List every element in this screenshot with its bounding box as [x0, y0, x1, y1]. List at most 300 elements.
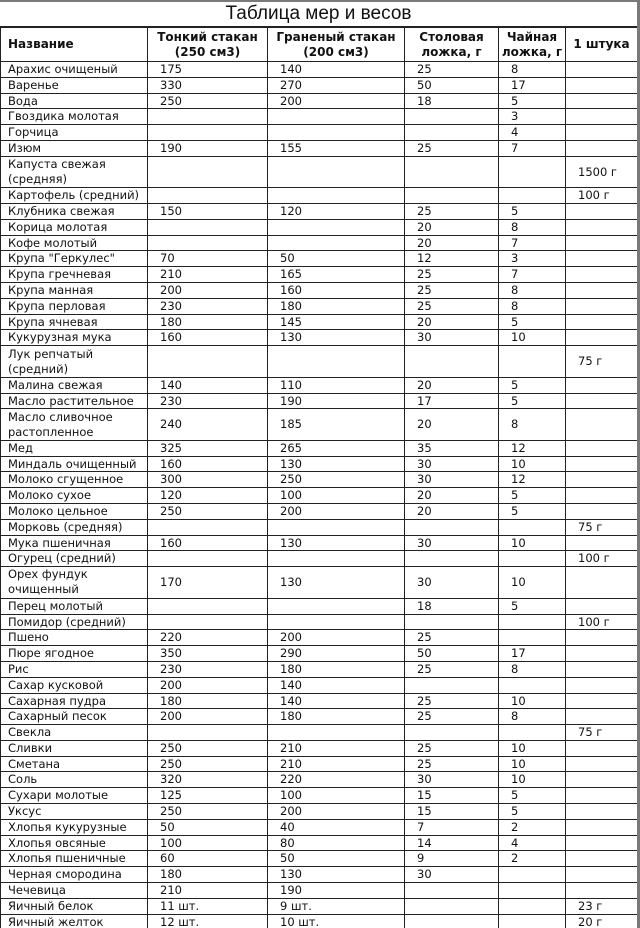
cell-tablespoon: 20: [405, 377, 499, 393]
cell-tablespoon: 25: [405, 740, 499, 756]
cell-piece: [566, 851, 638, 867]
table-row: [1, 504, 638, 520]
cell-faceted-glass: 140: [268, 677, 405, 693]
table-row: [1, 740, 638, 756]
table-row: [1, 188, 638, 204]
cell-name: Мука пшеничная: [1, 535, 148, 551]
cell-faceted-glass: [268, 346, 405, 378]
cell-name: Корица молотая: [1, 219, 148, 235]
header-teaspoon-line2: ложка, г: [501, 44, 563, 59]
cell-thin-glass: 50: [148, 819, 268, 835]
cell-name: Сахарный песок: [1, 709, 148, 725]
cell-faceted-glass: 200: [268, 804, 405, 820]
cell-faceted-glass: 200: [268, 630, 405, 646]
cell-piece: 75 г: [566, 346, 638, 378]
cell-name: Сметана: [1, 756, 148, 772]
table-row: [1, 456, 638, 472]
cell-teaspoon: 8: [499, 661, 566, 677]
cell-thin-glass: 210: [148, 883, 268, 899]
cell-piece: [566, 709, 638, 725]
cell-piece: [566, 472, 638, 488]
cell-thin-glass: [148, 551, 268, 567]
cell-faceted-glass: 9 шт.: [268, 898, 405, 914]
cell-teaspoon: 5: [499, 488, 566, 504]
cell-name: Клубника свежая: [1, 204, 148, 220]
table-row: [1, 346, 638, 378]
cell-piece: [566, 677, 638, 693]
cell-name: Соль: [1, 772, 148, 788]
cell-name: Крупа ячневая: [1, 314, 148, 330]
cell-faceted-glass: 210: [268, 756, 405, 772]
header-name: Название: [1, 28, 148, 62]
cell-piece: [566, 804, 638, 820]
cell-name: Кофе молотый: [1, 235, 148, 251]
cell-piece: 100 г: [566, 188, 638, 204]
cell-tablespoon: 17: [405, 393, 499, 409]
cell-faceted-glass: 155: [268, 140, 405, 156]
cell-faceted-glass: 80: [268, 835, 405, 851]
table-row: [1, 314, 638, 330]
cell-name: Сахар кусковой: [1, 677, 148, 693]
table-row: [1, 867, 638, 883]
table-row: [1, 204, 638, 220]
cell-faceted-glass: 180: [268, 709, 405, 725]
cell-name: Изюм: [1, 140, 148, 156]
cell-faceted-glass: 190: [268, 393, 405, 409]
cell-teaspoon: 8: [499, 709, 566, 725]
cell-tablespoon: 14: [405, 835, 499, 851]
cell-name: Морковь (средняя): [1, 519, 148, 535]
page-title: Таблица мер и весов: [0, 2, 637, 27]
measures-table: [0, 27, 637, 928]
cell-thin-glass: 220: [148, 630, 268, 646]
cell-name: Сухари молотые: [1, 788, 148, 804]
table-row: [1, 125, 638, 141]
table-row: [1, 614, 638, 630]
table-row: [1, 883, 638, 899]
cell-name: Хлопья пшеничные: [1, 851, 148, 867]
cell-thin-glass: [148, 346, 268, 378]
cell-teaspoon: 10: [499, 456, 566, 472]
cell-thin-glass: 250: [148, 804, 268, 820]
cell-thin-glass: [148, 188, 268, 204]
table-row: [1, 804, 638, 820]
cell-faceted-glass: 210: [268, 740, 405, 756]
cell-thin-glass: [148, 235, 268, 251]
cell-tablespoon: 25: [405, 62, 499, 78]
cell-piece: [566, 393, 638, 409]
cell-teaspoon: 17: [499, 77, 566, 93]
cell-faceted-glass: [268, 125, 405, 141]
cell-faceted-glass: 250: [268, 472, 405, 488]
cell-name: Чечевица: [1, 883, 148, 899]
cell-faceted-glass: 265: [268, 440, 405, 456]
cell-teaspoon: 5: [499, 314, 566, 330]
cell-thin-glass: 240: [148, 409, 268, 441]
cell-tablespoon: 25: [405, 283, 499, 299]
cell-name: Молоко сухое: [1, 488, 148, 504]
cell-tablespoon: [405, 125, 499, 141]
table-row: [1, 109, 638, 125]
cell-teaspoon: [499, 614, 566, 630]
cell-teaspoon: 7: [499, 235, 566, 251]
cell-teaspoon: 4: [499, 125, 566, 141]
cell-thin-glass: 210: [148, 267, 268, 283]
cell-thin-glass: 180: [148, 314, 268, 330]
table-row: [1, 788, 638, 804]
cell-name: Варенье: [1, 77, 148, 93]
cell-faceted-glass: 220: [268, 772, 405, 788]
table-row: [1, 677, 638, 693]
cell-teaspoon: 10: [499, 330, 566, 346]
cell-piece: [566, 598, 638, 614]
cell-tablespoon: 25: [405, 298, 499, 314]
table-row: [1, 914, 638, 928]
table-row: [1, 140, 638, 156]
cell-tablespoon: 20: [405, 504, 499, 520]
cell-teaspoon: 10: [499, 772, 566, 788]
cell-faceted-glass: 120: [268, 204, 405, 220]
cell-teaspoon: [499, 898, 566, 914]
cell-faceted-glass: 130: [268, 567, 405, 599]
cell-thin-glass: 100: [148, 835, 268, 851]
table-row: [1, 646, 638, 662]
cell-faceted-glass: [268, 519, 405, 535]
cell-teaspoon: [499, 867, 566, 883]
cell-teaspoon: 12: [499, 472, 566, 488]
cell-thin-glass: 180: [148, 867, 268, 883]
cell-faceted-glass: [268, 725, 405, 741]
cell-teaspoon: 5: [499, 598, 566, 614]
cell-faceted-glass: 40: [268, 819, 405, 835]
cell-piece: [566, 377, 638, 393]
cell-tablespoon: 30: [405, 535, 499, 551]
cell-faceted-glass: 10 шт.: [268, 914, 405, 928]
cell-teaspoon: 2: [499, 851, 566, 867]
cell-faceted-glass: 110: [268, 377, 405, 393]
table-row: [1, 235, 638, 251]
measures-sheet: [0, 2, 637, 928]
cell-name: Крупа манная: [1, 283, 148, 299]
cell-teaspoon: 10: [499, 567, 566, 599]
cell-piece: [566, 77, 638, 93]
cell-teaspoon: 7: [499, 140, 566, 156]
cell-piece: [566, 109, 638, 125]
cell-piece: [566, 788, 638, 804]
cell-faceted-glass: 185: [268, 409, 405, 441]
cell-thin-glass: 200: [148, 709, 268, 725]
cell-name: Свекла: [1, 725, 148, 741]
cell-piece: [566, 488, 638, 504]
cell-tablespoon: 12: [405, 251, 499, 267]
cell-tablespoon: 20: [405, 488, 499, 504]
cell-name: Сахарная пудра: [1, 693, 148, 709]
table-row: [1, 62, 638, 78]
cell-thin-glass: 300: [148, 472, 268, 488]
cell-piece: [566, 819, 638, 835]
cell-teaspoon: 2: [499, 819, 566, 835]
cell-tablespoon: [405, 188, 499, 204]
cell-teaspoon: [499, 677, 566, 693]
cell-teaspoon: 5: [499, 393, 566, 409]
table-row: [1, 77, 638, 93]
cell-name: Лук репчатый (средний): [1, 346, 148, 378]
cell-tablespoon: [405, 677, 499, 693]
cell-name: Огурец (средний): [1, 551, 148, 567]
header-teaspoon: [499, 28, 566, 62]
cell-teaspoon: 5: [499, 204, 566, 220]
cell-piece: 100 г: [566, 551, 638, 567]
cell-teaspoon: 12: [499, 440, 566, 456]
cell-thin-glass: 230: [148, 661, 268, 677]
table-row: [1, 488, 638, 504]
cell-piece: [566, 298, 638, 314]
cell-name: Картофель (средний): [1, 188, 148, 204]
cell-faceted-glass: 100: [268, 788, 405, 804]
table-row: [1, 598, 638, 614]
cell-name: Уксус: [1, 804, 148, 820]
cell-thin-glass: 250: [148, 504, 268, 520]
cell-tablespoon: 25: [405, 204, 499, 220]
cell-teaspoon: 5: [499, 93, 566, 109]
cell-tablespoon: 25: [405, 756, 499, 772]
cell-name: Гвоздика молотая: [1, 109, 148, 125]
cell-teaspoon: 10: [499, 756, 566, 772]
cell-thin-glass: 320: [148, 772, 268, 788]
cell-teaspoon: [499, 346, 566, 378]
cell-tablespoon: 35: [405, 440, 499, 456]
cell-thin-glass: [148, 614, 268, 630]
cell-name: Масло сливочное растопленное: [1, 409, 148, 441]
cell-piece: [566, 204, 638, 220]
cell-teaspoon: 5: [499, 788, 566, 804]
cell-teaspoon: 8: [499, 298, 566, 314]
table-body: [1, 62, 638, 928]
cell-name: Вода: [1, 93, 148, 109]
table-row: [1, 725, 638, 741]
cell-name: Хлопья кукурузные: [1, 819, 148, 835]
cell-piece: 75 г: [566, 725, 638, 741]
cell-thin-glass: 140: [148, 377, 268, 393]
cell-tablespoon: 30: [405, 472, 499, 488]
cell-faceted-glass: 50: [268, 851, 405, 867]
cell-faceted-glass: 140: [268, 693, 405, 709]
cell-tablespoon: 18: [405, 93, 499, 109]
cell-faceted-glass: 180: [268, 661, 405, 677]
cell-faceted-glass: [268, 156, 405, 188]
cell-piece: [566, 693, 638, 709]
cell-faceted-glass: 130: [268, 535, 405, 551]
cell-name: Сливки: [1, 740, 148, 756]
cell-thin-glass: 150: [148, 204, 268, 220]
header-row: [1, 28, 638, 62]
cell-teaspoon: 5: [499, 377, 566, 393]
cell-tablespoon: 18: [405, 598, 499, 614]
cell-piece: [566, 267, 638, 283]
cell-name: Крупа гречневая: [1, 267, 148, 283]
cell-piece: [566, 251, 638, 267]
cell-teaspoon: 8: [499, 409, 566, 441]
cell-piece: [566, 456, 638, 472]
cell-piece: [566, 62, 638, 78]
header-thin-glass-line2: (250 см3): [174, 44, 241, 59]
table-row: [1, 472, 638, 488]
cell-name: Арахис очищеный: [1, 62, 148, 78]
cell-tablespoon: 7: [405, 819, 499, 835]
cell-faceted-glass: [268, 109, 405, 125]
cell-tablespoon: [405, 156, 499, 188]
cell-tablespoon: [405, 914, 499, 928]
cell-thin-glass: 250: [148, 93, 268, 109]
table-row: [1, 156, 638, 188]
cell-thin-glass: 160: [148, 456, 268, 472]
cell-name: Молоко цельное: [1, 504, 148, 520]
cell-thin-glass: 250: [148, 756, 268, 772]
header-piece: 1 штука: [566, 28, 638, 62]
cell-faceted-glass: [268, 614, 405, 630]
cell-piece: [566, 314, 638, 330]
cell-piece: [566, 835, 638, 851]
table-row: [1, 693, 638, 709]
cell-name: Яичный белок: [1, 898, 148, 914]
cell-name: Черная смородина: [1, 867, 148, 883]
cell-thin-glass: 190: [148, 140, 268, 156]
cell-tablespoon: 20: [405, 314, 499, 330]
table-row: [1, 898, 638, 914]
cell-piece: 100 г: [566, 614, 638, 630]
table-row: [1, 440, 638, 456]
cell-piece: [566, 219, 638, 235]
cell-faceted-glass: [268, 188, 405, 204]
cell-thin-glass: 60: [148, 851, 268, 867]
table-row: [1, 819, 638, 835]
cell-teaspoon: 10: [499, 693, 566, 709]
cell-tablespoon: [405, 725, 499, 741]
cell-tablespoon: [405, 519, 499, 535]
cell-thin-glass: [148, 109, 268, 125]
cell-piece: [566, 235, 638, 251]
table-row: [1, 409, 638, 441]
cell-tablespoon: [405, 346, 499, 378]
cell-tablespoon: 20: [405, 235, 499, 251]
cell-name: Перец молотый: [1, 598, 148, 614]
cell-faceted-glass: 130: [268, 330, 405, 346]
cell-piece: [566, 409, 638, 441]
cell-faceted-glass: [268, 551, 405, 567]
header-faceted-glass: [268, 28, 405, 62]
table-row: [1, 251, 638, 267]
cell-name: Помидор (средний): [1, 614, 148, 630]
cell-tablespoon: 30: [405, 772, 499, 788]
cell-tablespoon: 20: [405, 409, 499, 441]
cell-tablespoon: 25: [405, 661, 499, 677]
cell-faceted-glass: 290: [268, 646, 405, 662]
cell-name: Пшено: [1, 630, 148, 646]
cell-faceted-glass: 130: [268, 456, 405, 472]
cell-name: Хлопья овсяные: [1, 835, 148, 851]
cell-piece: [566, 661, 638, 677]
cell-faceted-glass: 180: [268, 298, 405, 314]
cell-teaspoon: 8: [499, 219, 566, 235]
cell-faceted-glass: 200: [268, 93, 405, 109]
cell-piece: [566, 756, 638, 772]
cell-piece: [566, 93, 638, 109]
table-row: [1, 630, 638, 646]
cell-tablespoon: 25: [405, 267, 499, 283]
cell-tablespoon: 25: [405, 140, 499, 156]
cell-teaspoon: [499, 883, 566, 899]
cell-teaspoon: [499, 914, 566, 928]
cell-faceted-glass: 50: [268, 251, 405, 267]
cell-piece: [566, 140, 638, 156]
cell-teaspoon: 10: [499, 740, 566, 756]
cell-name: Кукурузная мука: [1, 330, 148, 346]
header-tablespoon: [405, 28, 499, 62]
cell-piece: [566, 630, 638, 646]
cell-name: Крупа перловая: [1, 298, 148, 314]
cell-name: Орех фундук очищенный: [1, 567, 148, 599]
cell-tablespoon: 15: [405, 788, 499, 804]
table-row: [1, 267, 638, 283]
cell-tablespoon: 25: [405, 709, 499, 725]
header-tablespoon-line1: Столовая: [419, 29, 484, 44]
cell-name: Капуста свежая (средняя): [1, 156, 148, 188]
cell-tablespoon: [405, 898, 499, 914]
table-row: [1, 330, 638, 346]
cell-thin-glass: 120: [148, 488, 268, 504]
cell-piece: [566, 567, 638, 599]
cell-piece: [566, 283, 638, 299]
cell-thin-glass: [148, 125, 268, 141]
cell-teaspoon: [499, 551, 566, 567]
cell-piece: [566, 125, 638, 141]
cell-name: Масло растительное: [1, 393, 148, 409]
cell-teaspoon: 5: [499, 804, 566, 820]
cell-name: Мед: [1, 440, 148, 456]
cell-thin-glass: [148, 725, 268, 741]
cell-thin-glass: 230: [148, 393, 268, 409]
cell-tablespoon: 25: [405, 630, 499, 646]
cell-faceted-glass: [268, 219, 405, 235]
cell-piece: [566, 740, 638, 756]
cell-teaspoon: 10: [499, 535, 566, 551]
cell-thin-glass: 330: [148, 77, 268, 93]
table-row: [1, 93, 638, 109]
cell-faceted-glass: [268, 235, 405, 251]
cell-faceted-glass: 145: [268, 314, 405, 330]
cell-tablespoon: 50: [405, 646, 499, 662]
cell-tablespoon: 20: [405, 219, 499, 235]
cell-faceted-glass: 140: [268, 62, 405, 78]
table-row: [1, 283, 638, 299]
table-row: [1, 835, 638, 851]
cell-thin-glass: [148, 156, 268, 188]
cell-piece: 75 г: [566, 519, 638, 535]
cell-thin-glass: 70: [148, 251, 268, 267]
cell-teaspoon: 5: [499, 504, 566, 520]
cell-teaspoon: [499, 630, 566, 646]
header-tablespoon-line2: ложка, г: [421, 44, 482, 59]
table-row: [1, 661, 638, 677]
cell-teaspoon: [499, 519, 566, 535]
cell-teaspoon: 17: [499, 646, 566, 662]
cell-thin-glass: 125: [148, 788, 268, 804]
cell-thin-glass: 160: [148, 330, 268, 346]
cell-piece: [566, 867, 638, 883]
cell-faceted-glass: 100: [268, 488, 405, 504]
cell-teaspoon: 7: [499, 267, 566, 283]
cell-piece: [566, 646, 638, 662]
